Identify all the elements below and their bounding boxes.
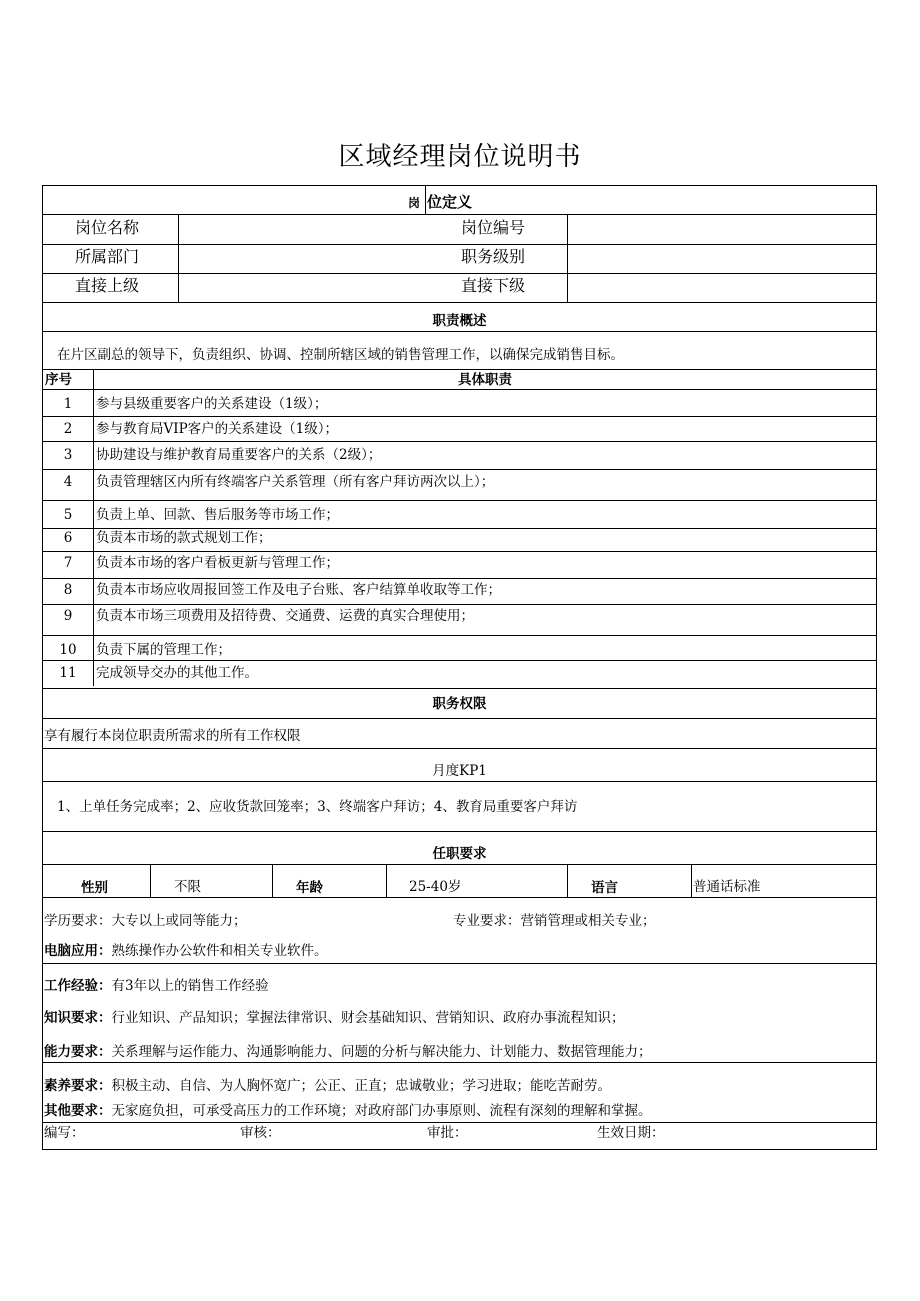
language-value: 普通话标准	[693, 879, 761, 895]
page-title: 区域经理岗位说明书	[338, 142, 582, 172]
experience-value: 有3年以上的销售工作经验	[111, 978, 269, 994]
duty-number: 10	[59, 642, 77, 658]
computer-label: 电脑应用：	[44, 943, 112, 959]
kpi-heading: 月度KP1	[432, 763, 487, 779]
ability-requirement	[44, 1043, 652, 1061]
duty-number: 4	[63, 474, 73, 490]
quality-requirement	[44, 1077, 611, 1095]
ability-value: 关系理解与运作能力、沟通影响能力、问题的分析与解决能力、计划能力、数据管理能力；	[111, 1044, 652, 1060]
knowledge-label: 知识要求：	[44, 1010, 112, 1026]
quality-label: 素养要求：	[44, 1078, 112, 1094]
job-description-form	[42, 185, 877, 1150]
gender-label: 性别	[81, 880, 108, 896]
duty-text: 负责本市场的款式规划工作；	[96, 530, 272, 546]
duty-number: 9	[63, 608, 73, 624]
knowledge-value: 行业知识、产品知识；掌握法律常识、财会基础知识、营销知识、政府办事流程知识；	[111, 1010, 625, 1026]
age-label: 年龄	[296, 880, 323, 896]
position-code-field[interactable]	[568, 215, 876, 243]
authority-heading: 职务权限	[432, 696, 487, 712]
duty-number: 6	[63, 530, 73, 546]
superior-label: 直接上级	[75, 276, 140, 295]
duty-text: 负责本市场应收周报回签工作及电子台账、客户结算单收取等工作；	[96, 582, 501, 598]
major-requirement	[453, 912, 656, 930]
duty-number-header: 序号	[45, 372, 72, 388]
other-requirement	[44, 1102, 652, 1120]
gender-value: 不限	[174, 879, 201, 895]
review-label: 审核：	[240, 1125, 281, 1141]
authority-text: 享有履行本岗位职责所需求的所有工作权限	[44, 728, 301, 744]
grade-label: 职务级别	[461, 247, 526, 266]
experience-label: 工作经验：	[44, 978, 112, 994]
duty-number: 1	[63, 396, 73, 412]
major-label: 专业要求：	[453, 913, 521, 929]
grade-field[interactable]	[568, 245, 876, 272]
duty-number: 7	[63, 555, 73, 571]
duty-number: 5	[63, 507, 73, 523]
department-label: 所属部门	[75, 247, 140, 266]
education-label: 学历要求：	[44, 913, 112, 929]
kpi-text: 1、上单任务完成率；2、应收货款回笼率；3、终端客户拜访；4、教育局重要客户拜访	[57, 799, 578, 815]
duty-text: 负责上单、回款、售后服务等市场工作；	[96, 507, 339, 523]
effective-date-label: 生效日期：	[597, 1125, 665, 1141]
definition-section-heading-a: 岗	[408, 196, 421, 210]
age-value: 25-40岁	[409, 879, 462, 895]
duty-number: 3	[63, 447, 73, 463]
requirements-heading: 任职要求	[432, 846, 487, 862]
duty-text: 完成领导交办的其他工作。	[96, 665, 258, 681]
computer-requirement	[44, 942, 328, 960]
duty-text: 参与教育局VIP客户的关系建设（1级）；	[96, 421, 339, 437]
duty-text: 协助建设与维护教育局重要客户的关系（2级）；	[96, 447, 382, 463]
duty-text: 负责管理辖区内所有终端客户关系管理（所有客户拜访两次以上）；	[96, 474, 495, 490]
subordinate-label: 直接下级	[461, 276, 526, 295]
other-value: 无家庭负担，可承受高压力的工作环境；对政府部门办事原则、流程有深刻的理解和掌握。	[111, 1103, 652, 1119]
summary-text: 在片区副总的领导下，负责组织、协调、控制所辖区域的销售管理工作，以确保完成销售目标。	[57, 347, 624, 363]
education-requirement	[44, 912, 247, 930]
approve-label: 审批：	[427, 1125, 468, 1141]
quality-value: 积极主动、自信、为人胸怀宽广；公正、正直；忠诚敬业；学习进取；能吃苦耐劳。	[111, 1078, 611, 1094]
duty-number: 11	[59, 665, 77, 681]
duty-text: 负责本市场的客户看板更新与管理工作；	[96, 555, 339, 571]
subordinate-field[interactable]	[568, 274, 876, 301]
duty-text: 负责本市场三项费用及招待费、交通费、运费的真实合理使用；	[96, 608, 474, 624]
language-label: 语言	[591, 880, 618, 896]
duty-text: 负责下属的管理工作；	[96, 642, 231, 658]
definition-section-heading-b: 位定义	[427, 193, 473, 211]
position-name-label: 岗位名称	[75, 218, 140, 237]
other-label: 其他要求：	[44, 1103, 112, 1119]
summary-heading: 职责概述	[432, 313, 487, 329]
author-label: 编写：	[44, 1125, 85, 1141]
education-value: 大专以上或同等能力；	[111, 913, 247, 929]
computer-value: 熟练操作办公软件和相关专业软件。	[111, 943, 328, 959]
duty-number: 8	[63, 582, 73, 598]
knowledge-requirement	[44, 1009, 625, 1027]
position-code-label: 岗位编号	[461, 218, 526, 237]
duty-text: 参与县级重要客户的关系建设（1级）；	[96, 396, 328, 412]
ability-label: 能力要求：	[44, 1044, 112, 1060]
duty-number: 2	[63, 421, 73, 437]
experience-requirement	[44, 977, 269, 995]
duty-text-header: 具体职责	[458, 372, 512, 388]
major-value: 营销管理或相关专业；	[520, 913, 656, 929]
